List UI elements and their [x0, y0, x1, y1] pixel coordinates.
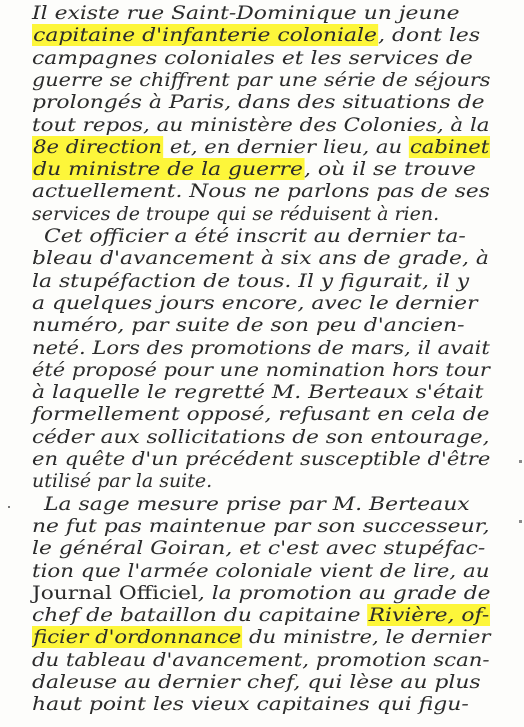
text-segment: tout repos, au ministère des Colonies, à la [32, 113, 490, 136]
text-segment: et, en dernier lieu, au [163, 135, 409, 158]
text-line [32, 2, 460, 24]
highlighted-text: Rivière, of- [368, 604, 490, 627]
text-line [32, 671, 481, 693]
scan-speck [519, 460, 522, 463]
text-line [32, 180, 490, 202]
text-segment: du tableau d'avancement, promotion scan- [32, 648, 490, 671]
text-segment: services de troupe qui se réduisent à rien. [32, 202, 440, 225]
text-line [32, 24, 480, 46]
text-segment: , dont les [378, 24, 481, 47]
text-segment: campagnes coloniales et les services de [32, 46, 473, 69]
highlighted-text: du ministre de la guerre [33, 158, 303, 181]
text-line [32, 693, 469, 715]
text-segment: daleuse au dernier chef, qui lèse au plus [32, 671, 481, 693]
text-line [32, 626, 490, 648]
text-segment: neté. Lors des promotions de mars, il avait [32, 336, 490, 359]
highlighted-text: cabinet [409, 135, 490, 158]
text-segment: la stupéfaction de tous. Il y figurait, il y [32, 269, 470, 292]
text-line [32, 582, 490, 604]
text-line [32, 337, 490, 359]
text-line [44, 225, 466, 247]
text-line [32, 604, 490, 626]
text-segment: actuellement. Nous ne parlons pas de ses [32, 180, 490, 203]
text-segment: Cet officier a été inscrit au dernier ta- [44, 225, 466, 247]
text-line [32, 314, 465, 336]
text-line [32, 403, 489, 425]
scan-speck [519, 520, 522, 523]
text-segment: bleau d'avancement à six ans de grade, à [32, 247, 489, 270]
text-segment: ne fut pas maintenue par son successeur, [32, 514, 490, 537]
text-segment: a quelques jours encore, avec le dernier [32, 291, 478, 314]
text-segment: tion que l'armée coloniale vient de lire, au [32, 559, 490, 582]
text-segment: numéro, par suite de son peu d'ancien- [32, 314, 465, 337]
text-line [32, 537, 485, 559]
highlighted-text: 8e direction [33, 135, 163, 158]
text-segment: le général Goiran, et c'est avec stupéfac- [32, 537, 486, 560]
text-segment: chef de bataillon du capitaine [32, 604, 368, 627]
highlighted-text: capitaine d'infanterie coloniale [33, 24, 377, 47]
text-segment: à laquelle le regretté M. Berteaux s'était [32, 381, 484, 404]
text-line [32, 91, 485, 113]
text-segment: été proposé pour une nomination hors tour [32, 358, 490, 381]
scan-speck [8, 506, 10, 508]
text-line [32, 247, 489, 269]
text-segment: La sage mesure prise par M. Berteaux [44, 492, 470, 515]
text-line [32, 47, 473, 69]
text-segment: Il existe rue Saint-Dominique un jeune [32, 2, 460, 24]
text-line [32, 69, 490, 91]
text-line [32, 448, 490, 470]
text-line [32, 426, 490, 448]
text-line [32, 381, 483, 403]
text-line [32, 515, 490, 537]
text-segment: , la promotion au grade de [197, 581, 491, 604]
upright-text: Journal Officiel [32, 581, 198, 604]
text-line [44, 493, 470, 515]
text-segment: utilisé par la suite. [32, 470, 213, 493]
text-line [32, 359, 490, 381]
text-line [32, 114, 490, 136]
text-line [32, 649, 489, 671]
text-segment: haut point les vieux capitaines qui figu- [32, 693, 469, 716]
text-segment: du ministre, le dernier [242, 626, 491, 649]
text-line [32, 560, 489, 582]
text-line [32, 136, 490, 158]
text-segment: prolongés à Paris, dans des situations de [32, 91, 485, 114]
text-line [32, 158, 476, 180]
text-line [32, 292, 478, 314]
text-segment: guerre se chiffrent par une série de séjours [32, 68, 491, 91]
text-line [32, 270, 469, 292]
highlighted-text: ficier d'ordonnance [33, 626, 242, 649]
text-line [32, 203, 439, 225]
text-line [32, 470, 212, 492]
text-segment: en quête d'un précédent susceptible d'être [32, 448, 491, 470]
text-segment: formellement opposé, refusant en cela de [32, 403, 490, 426]
text-segment: céder aux sollicitations de son entourage, [32, 425, 490, 448]
text-segment: , où il se trouve [304, 158, 476, 181]
